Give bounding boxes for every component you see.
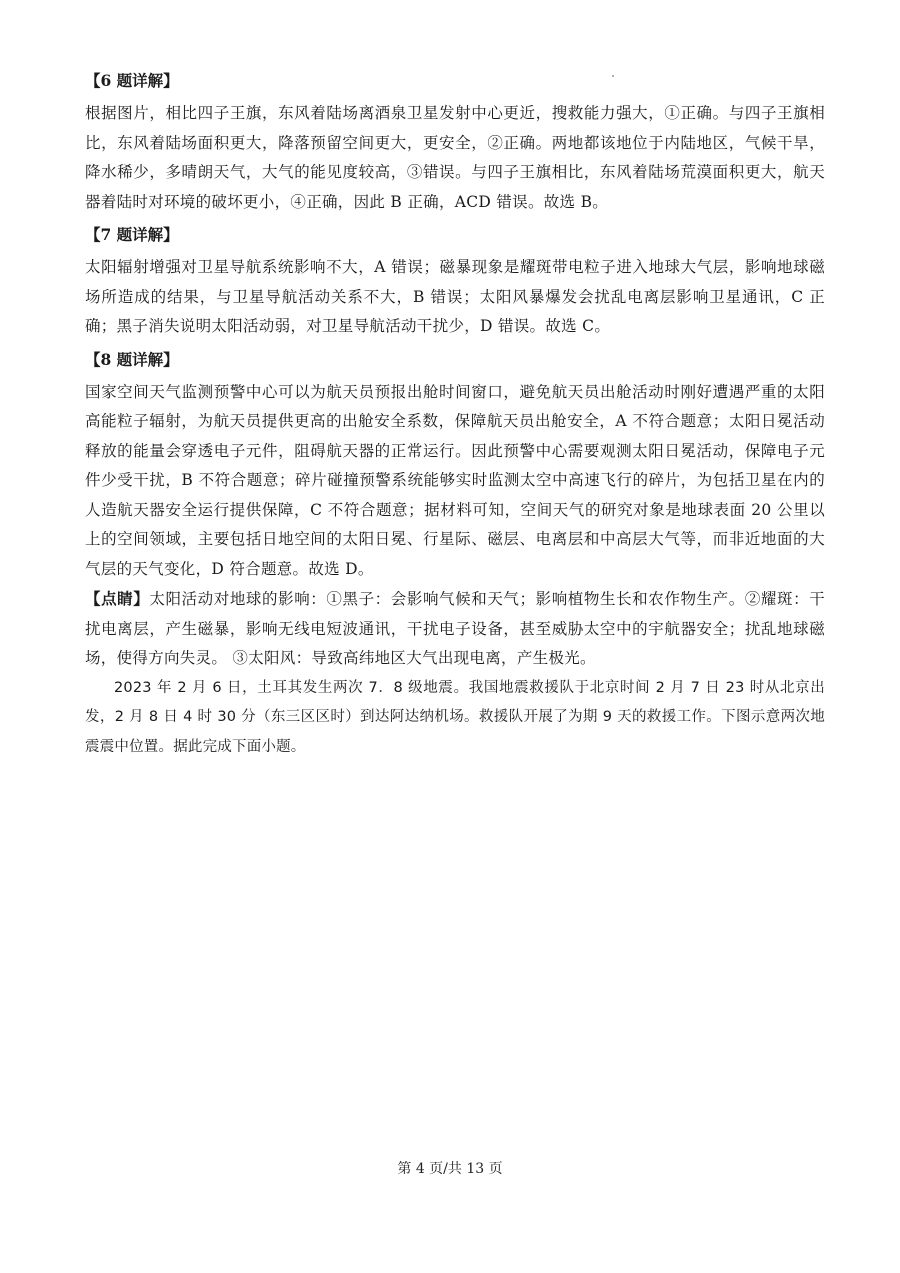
q6-explanation: 根据图片，相比四子王旗，东风着陆场离酒泉卫星发射中心更近，搜救能力强大，①正确。与四子王旗相比，东风着陆场面积更大，降落预留空间更大，更安全，②正确。两地都该地位于内陆地区，气候干旱，降水稀少，多晴朗天气，大气的能见度较高，③错误。与四子王旗相比，东风着陆场荒漠面积更大，航天器着陆时对环境的破坏更小，④正确，因此 B 正确，ACD 错误。故选 B。 bbox=[85, 104, 825, 211]
q8-heading: 【8 题详解】 bbox=[85, 349, 179, 369]
tip-body: 太阳活动对地球的影响：①黑子：会影响气候和天气；影响植物生长和农作物生产。②耀斑：干扰电离层，产生磁暴，影响无线电短波通讯，干扰电子设备，甚至威胁太空中的宇航器安全；扰乱地球磁场，使得方向失灵。 ③太阳风：导致高纬地区大气出现电离，产生极光。 bbox=[85, 590, 825, 667]
tip-label: 【点睛】 bbox=[85, 589, 150, 608]
document-page bbox=[85, 63, 825, 762]
q7-explanation: 太阳辐射增强对卫星导航系统影响不大，A 错误；磁暴现象是耀斑带电粒子进入地球大气层，影响地球磁场所造成的结果，与卫星导航活动关系不大，B 错误；太阳风暴爆发会扰乱电离层影响卫星通讯，C 正确；黑子消失说明太阳活动弱，对卫星导航活动干扰少，D 错误。故选 C。 bbox=[85, 258, 825, 335]
page-footer: 第 4 页/共 13 页 bbox=[397, 1161, 503, 1177]
q7-heading: 【7 题详解】 bbox=[85, 225, 179, 244]
question-intro: 2023 年 2 月 6 日，土耳其发生两次 7．8 级地震。我国地震救援队于北京时间 2 月 7 日 23 时从北京出发，2 月 8 日 4 时 30 分（东三区区时）到达阿达纳机场。救援队开展了为期 9 天的救援工作。下图示意两次地震震中位置。据此完成下面小题。 bbox=[85, 679, 825, 755]
q6-heading: 【6 题详解】 bbox=[85, 71, 179, 90]
tip-paragraph bbox=[85, 584, 825, 674]
q8-explanation: 国家空间天气监测预警中心可以为航天员预报出舱时间窗口，避免航天员出舱活动时刚好遭遇严重的太阳高能粒子辐射，为航天员提供更高的出舱安全系数，保障航天员出舱安全，A 不符合题意；太阳日冕活动释放的能量会穿透电子元件，阻碍航天器的正常运行。因此预警中心需要观测太阳日冕活动，保障电子元件少受干扰，B 不符合题意；碎片碰撞预警系统能够实时监测太空中高速飞行的碎片，为包括卫星在内的人造航天器安全运行提供保障，C 不符合题意；据材料可知，空间天气的研究对象是地球表面 20 公里以上的空间领域，主要包括日地空间的太阳日冕、行星际、磁层、电离层和中高层大气等，而非近地面的大气层的天气变化，D 符合题意。故选 D。 bbox=[85, 382, 825, 578]
